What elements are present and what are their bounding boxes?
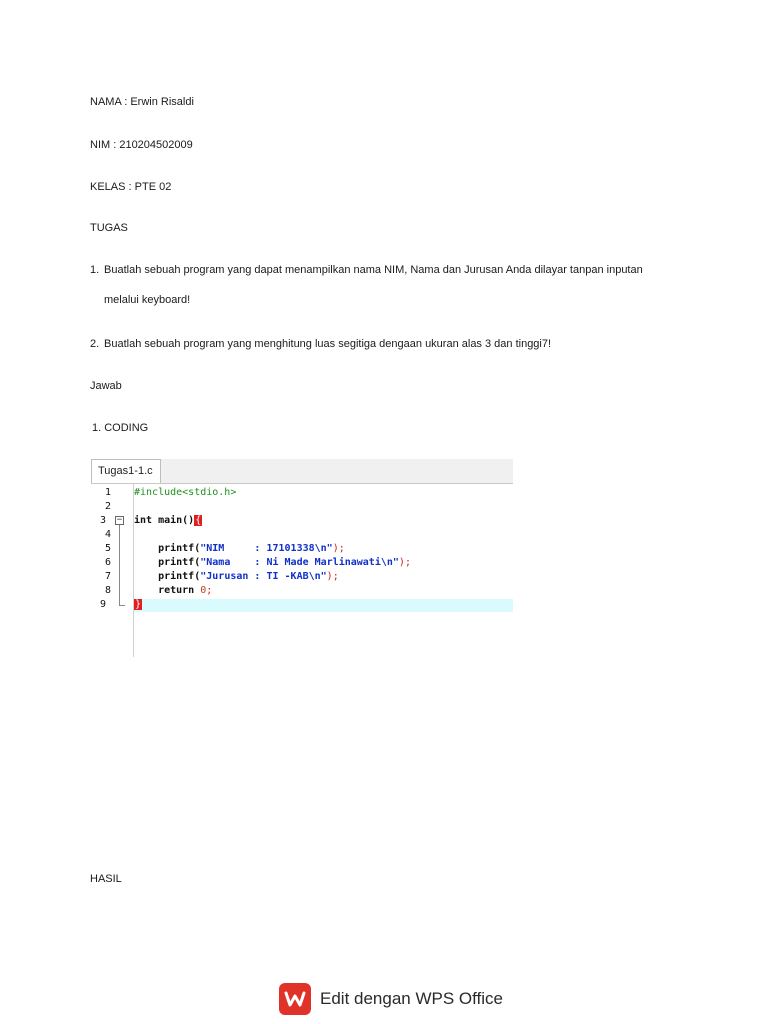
- string-literal: "Nama : Ni Made Marlinawati\n": [200, 557, 399, 568]
- line-number: 7: [105, 571, 112, 582]
- student-nim: NIM : 210204502009: [90, 139, 193, 151]
- string-literal: "NIM : 17101338\n": [200, 543, 333, 554]
- code-line-1: [134, 487, 236, 499]
- code-line-7: [134, 571, 339, 583]
- line-number: 4: [105, 529, 112, 540]
- wps-edit-label: Edit dengan WPS Office: [320, 989, 504, 1008]
- printf-call: printf(: [134, 571, 201, 582]
- line-number: 2: [105, 501, 112, 512]
- code-line-5: [134, 543, 345, 555]
- fold-collapse-icon[interactable]: −: [116, 515, 123, 525]
- code-editor-screenshot: [91, 459, 513, 657]
- line-number: 1: [105, 487, 112, 498]
- line-number-gutter: [91, 484, 134, 657]
- line-number: 6: [105, 557, 112, 568]
- assignment-title: TUGAS: [90, 222, 128, 234]
- task-1-text: Buatlah sebuah program yang dapat menampilkan nama NIM, Nama dan Jurusan Anda dilayar tanpan inputan: [104, 264, 643, 276]
- matched-brace-open: {: [195, 515, 202, 526]
- keyword-return: return: [134, 585, 195, 596]
- task-1-number: 1.: [90, 264, 100, 276]
- printf-call: printf(: [134, 543, 201, 554]
- wps-office-logo-icon: [279, 983, 311, 1015]
- code-line-9: [134, 599, 142, 611]
- task-2-text: Buatlah sebuah program yang menghitung luas segitiga dengaan ukuran alas 3 dan tinggi7!: [104, 338, 552, 350]
- statement-end: );: [326, 571, 339, 582]
- line-number: 3: [100, 515, 107, 526]
- keyword-int: int: [134, 515, 153, 526]
- student-class: KELAS : PTE 02: [90, 181, 172, 193]
- matched-brace-close: }: [135, 599, 142, 610]
- string-literal: "Jurusan : TI -KAB\n": [200, 571, 327, 582]
- editor-tab-bar: [91, 459, 513, 484]
- task-1-line-2: melalui keyboard!: [104, 294, 191, 306]
- line-number: 5: [105, 543, 112, 554]
- fold-end-marker: [119, 605, 125, 606]
- statement-end: ;: [206, 585, 213, 596]
- code-line-6: [134, 557, 411, 569]
- code-line-3: [134, 515, 202, 527]
- task-2-number: 2.: [90, 338, 100, 350]
- line-number: 9: [100, 599, 107, 610]
- coding-section-label: 1. CODING: [92, 422, 149, 434]
- preprocessor-directive: #include<stdio.h>: [134, 487, 237, 498]
- wps-edit-banner[interactable]: [279, 982, 503, 1016]
- statement-end: );: [332, 543, 345, 554]
- editor-tab-file[interactable]: Tugas1-1.c: [91, 459, 161, 483]
- fold-guide-line: [119, 525, 120, 605]
- line-number: 8: [105, 585, 112, 596]
- statement-end: );: [398, 557, 411, 568]
- student-name: NAMA : Erwin Risaldi: [90, 96, 194, 108]
- number-literal: 0: [194, 585, 207, 596]
- code-line-8: [134, 585, 212, 597]
- printf-call: printf(: [134, 557, 201, 568]
- answer-label: Jawab: [90, 380, 122, 392]
- result-section-label: HASIL: [90, 873, 122, 885]
- current-line-highlight: [134, 599, 513, 612]
- task-2-line-1: [90, 337, 551, 351]
- function-main: main(): [152, 515, 195, 526]
- task-1-line-1: [90, 263, 643, 277]
